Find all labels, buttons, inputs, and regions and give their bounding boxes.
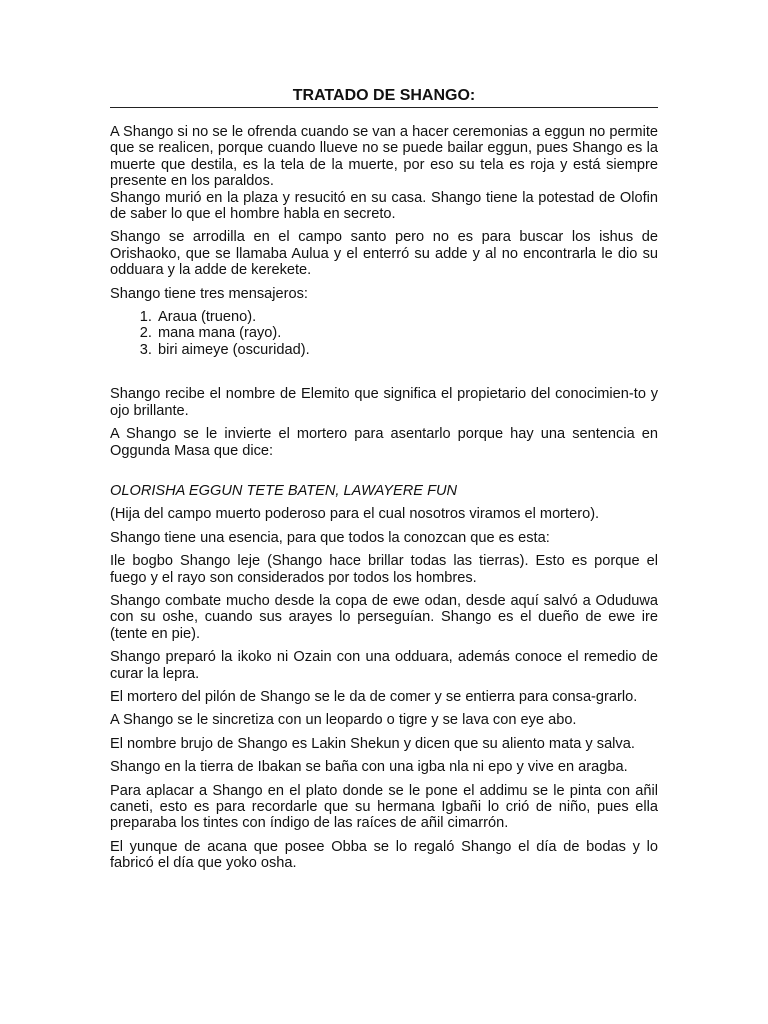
paragraph: Shango combate mucho desde la copa de ewe odan, desde aquí salvó a Oduduwa con su oshe, cuando sus arayes lo perseguían. Shango es el dueño de ewe ire (tente en pie). xyxy=(110,592,658,642)
paragraph: Shango en la tierra de Ibakan se baña con una igba nla ni epo y vive en aragba. xyxy=(110,759,628,776)
document-title: TRATADO DE SHANGO: xyxy=(110,86,658,108)
list-item: 2. mana mana (rayo). xyxy=(156,325,658,341)
messengers-list xyxy=(110,309,658,358)
paragraph: A Shango se le invierte el mortero para asentarlo porque hay una sentencia en Oggunda Masa que dice: xyxy=(110,426,658,459)
paragraph: Para aplacar a Shango en el plato donde se le pone el addimu se le pinta con añil caneti, esto es para recordarle que su hermana Igbañi lo crió de niño, pues ella preparaba los tintes con índigo de las raíces de añil cimarrón. xyxy=(110,782,658,832)
paragraph: El yunque de acana que posee Obba se lo regaló Shango el día de bodas y lo fabricó el día que yoko osha. xyxy=(110,838,658,872)
paragraph: (Hija del campo muerto poderoso para el cual nosotros viramos el mortero). xyxy=(110,506,600,523)
paragraph: El nombre brujo de Shango es Lakin Shekun y dicen que su aliento mata y salva. xyxy=(110,735,635,752)
paragraph: Shango recibe el nombre de Elemito que significa el propietario del conocimien-to y ojo brillante. xyxy=(110,386,658,419)
paragraph: Shango se arrodilla en el campo santo pero no es para buscar los ishus de Orishaoko, que se llamaba Aulua y el enterró su adde y al no encontrarla le dio su odduara y la adde de kerekete. xyxy=(110,229,658,279)
paragraph: Ile bogbo Shango leje (Shango hace brillar todas las tierras). Esto es porque el fuego y el rayo son considerados por todos los hombres. xyxy=(110,553,658,586)
paragraph: Shango tiene tres mensajeros: xyxy=(110,285,308,302)
list-item: 3. biri aimeye (oscuridad). xyxy=(156,342,658,358)
paragraph: A Shango si no se le ofrenda cuando se van a hacer ceremonias a eggun no permite que se realicen, porque cuando llueve no se puede bailar eggun, pues Shango es la muerte que destila, es la tela de la muerte, por eso su tela es roja y está siempre presente en los paraldos. xyxy=(110,124,658,190)
list-item: 1. Araua (trueno). xyxy=(156,309,658,325)
paragraph: Shango preparó la ikoko ni Ozain con una odduara, además conoce el remedio de curar la lepra. xyxy=(110,649,658,682)
paragraph: Shango murió en la plaza y resucitó en su casa. Shango tiene la potestad de Olofin de saber lo que el hombre habla en secreto. xyxy=(110,189,658,223)
paragraph: Shango tiene una esencia, para que todos la conozcan que es esta: xyxy=(110,529,550,546)
paragraph: El mortero del pilón de Shango se le da de comer y se entierra para consa-grarlo. xyxy=(110,688,638,705)
document-page xyxy=(110,86,658,879)
paragraph: A Shango se le sincretiza con un leopardo o tigre y se lava con eye abo. xyxy=(110,712,577,729)
italic-sentence: OLORISHA EGGUN TETE BATEN, LAWAYERE FUN xyxy=(110,482,458,499)
